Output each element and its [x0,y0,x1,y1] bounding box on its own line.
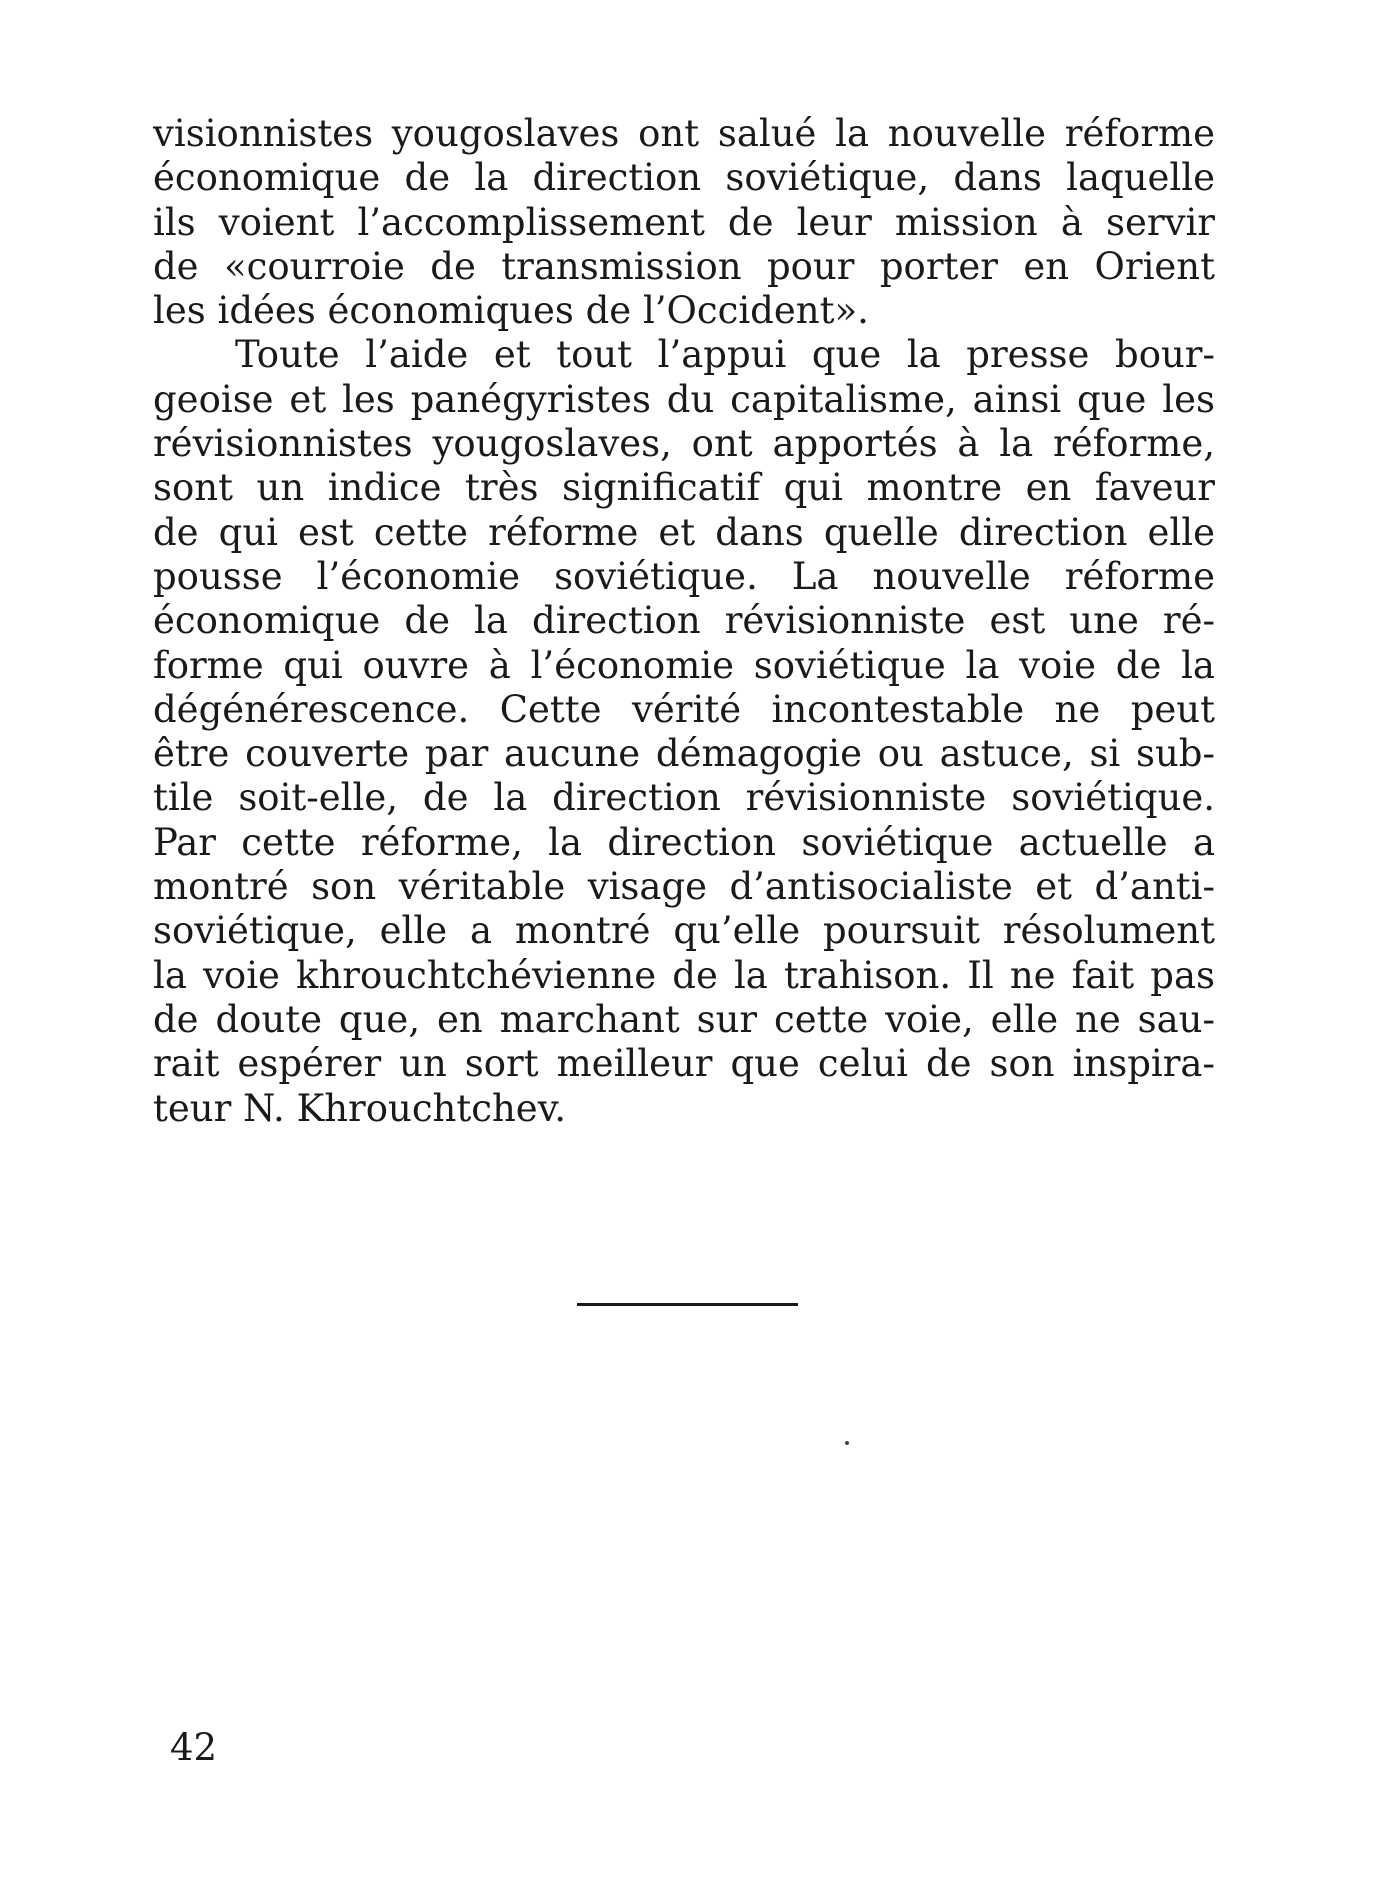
text-line: révisionnistes yougoslaves, ont apportés à la réforme, [153,422,1215,466]
paragraph-main [153,333,1215,1130]
text-line: économique de la direction soviétique, dans laquelle [153,156,1215,200]
scan-speck [845,1441,849,1445]
text-line: Toute l’aide et tout l’appui que la presse bour- [235,333,1215,377]
text-line: soviétique, elle a montré qu’elle poursuit résolument [153,909,1215,953]
text-line: la voie khrouchtchévienne de la trahison. Il ne fait pas [153,953,1215,997]
text-line: visionnistes yougoslaves ont salué la nouvelle réforme [153,112,1215,155]
text-line: Par cette réforme, la direction soviétique actuelle a [153,820,1215,864]
text-line: rait espérer un sort meilleur que celui de son inspira- [153,1042,1215,1086]
section-separator-rule [577,1303,798,1306]
text-line: pousse l’économie soviétique. La nouvelle réforme [153,554,1215,598]
text-line: les idées économiques de l’Occident». [153,289,869,333]
text-line: tile soit-elle, de la direction révisionniste soviétique. [153,776,1215,820]
text-line: montré son véritable visage d’antisocialiste et d’anti- [153,865,1215,909]
text-line: geoise et les panégyristes du capitalisme, ainsi que les [153,377,1215,421]
text-line: ils voient l’accomplissement de leur mission à servir [153,200,1215,244]
text-line: économique de la direction révisionniste est une ré- [153,599,1215,643]
text-line: de «courroie de transmission pour porter en Orient [153,244,1215,288]
text-line: sont un indice très significatif qui montre en faveur [153,466,1215,510]
text-line: forme qui ouvre à l’économie soviétique la voie de la [153,643,1215,687]
text-line: dégénérescence. Cette vérité incontestable ne peut [153,687,1215,731]
text-line: teur N. Khrouchtchev. [153,1086,566,1130]
page-number: 42 [170,1726,218,1769]
text-line: de doute que, en marchant sur cette voie, elle ne sau- [153,997,1215,1041]
body-text [153,112,1215,1131]
text-line: de qui est cette réforme et dans quelle direction elle [153,510,1215,554]
paragraph-continuation [153,112,1215,333]
text-line: être couverte par aucune démagogie ou astuce, si sub- [153,732,1215,776]
